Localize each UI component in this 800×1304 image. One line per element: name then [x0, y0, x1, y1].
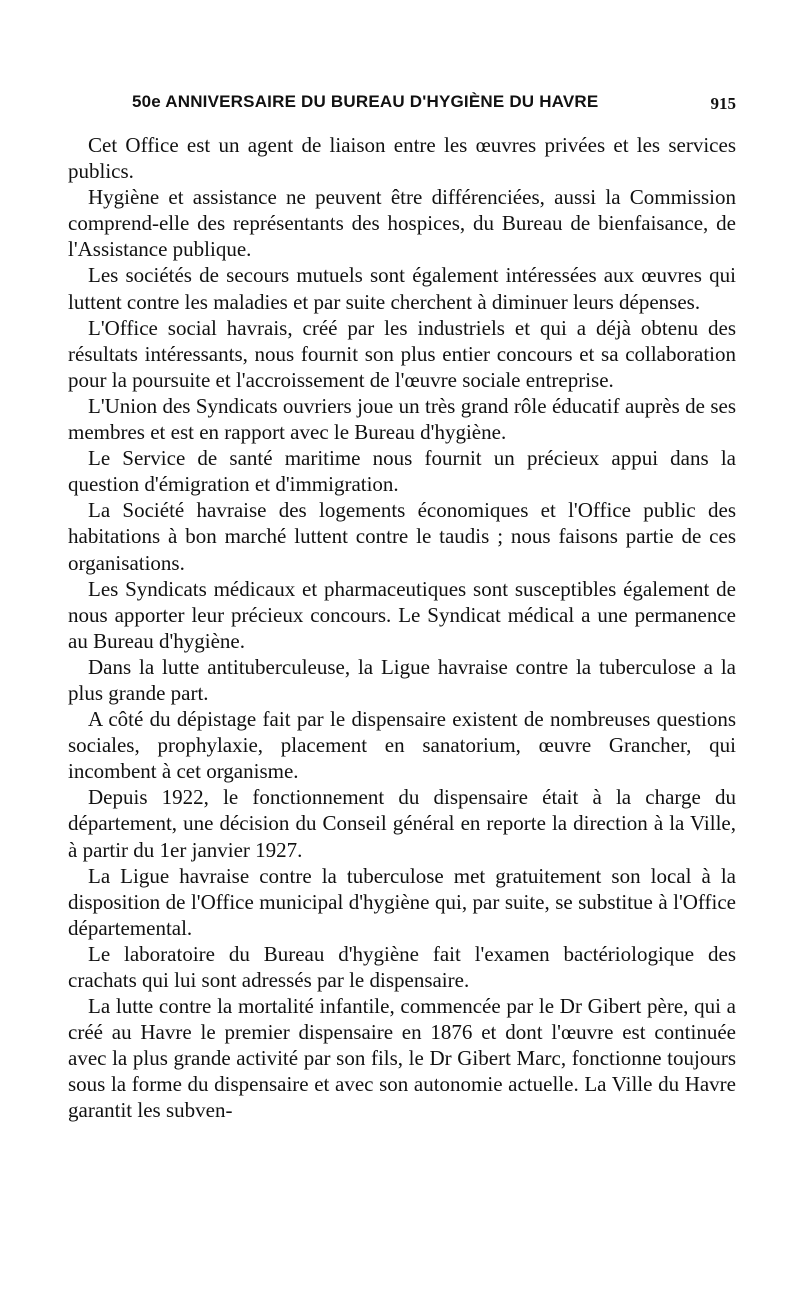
paragraph: Le Service de santé maritime nous fournit un précieux appui dans la question d'émigration et d'immigration. — [68, 446, 736, 497]
body-text — [68, 132, 736, 1124]
running-header — [68, 92, 738, 118]
paragraph: La Société havraise des logements économiques et l'Office public des habitations à bon marché luttent contre le taudis ; nous faisons partie de ces organisations. — [68, 498, 736, 575]
page-number: 915 — [710, 94, 736, 113]
paragraph: Le laboratoire du Bureau d'hygiène fait l'examen bactériologique des crachats qui lui sont adressés par le dispensaire. — [68, 941, 736, 992]
paragraph: Dans la lutte antituberculeuse, la Ligue havraise contre la tuberculose a la plus grande part. — [68, 654, 736, 705]
paragraph: L'Office social havrais, créé par les industriels et qui a déjà obtenu des résultats intéressants, nous fournit son plus entier concours et sa collaboration pour la poursuite et l'accroissement de l'œuvre sociale entreprise. — [68, 315, 736, 392]
paragraph: Hygiène et assistance ne peuvent être différenciées, aussi la Commission comprend-elle des représentants des hospices, du Bureau de bienfaisance, de l'Assistance publique. — [68, 185, 736, 262]
paragraph: Les sociétés de secours mutuels sont également intéressées aux œuvres qui luttent contre les maladies et par suite cherchent à diminuer leurs dépenses. — [68, 263, 736, 314]
paragraph: Les Syndicats médicaux et pharmaceutiques sont susceptibles également de nous apporter leur précieux concours. Le Syndicat médical a une permanence au Bureau d'hygiène. — [68, 576, 736, 653]
running-header-title: 50e ANNIVERSAIRE DU BUREAU D'HYGIÈNE DU HAVRE — [132, 92, 599, 111]
paragraph: A côté du dépistage fait par le dispensaire existent de nombreuses questions sociales, prophylaxie, placement en sanatorium, œuvre Grancher, qui incombent à cet organisme. — [68, 707, 736, 784]
paragraph: Depuis 1922, le fonctionnement du dispensaire était à la charge du département, une décision du Conseil général en reporte la direction à la Ville, à partir du 1er janvier 1927. — [68, 785, 736, 862]
paragraph: Cet Office est un agent de liaison entre les œuvres privées et les services publics. — [68, 133, 736, 184]
paragraph: La lutte contre la mortalité infantile, commencée par le Dr Gibert père, qui a créé au Havre le premier dispensaire en 1876 et dont l'œuvre est continuée avec la plus grande activité par son fils, le Dr Gibert Marc, fonctionne toujours sous la forme du dispensaire et avec son autonomie actuelle. La Ville du Havre garantit les subven- — [68, 994, 736, 1123]
paragraph: La Ligue havraise contre la tuberculose met gratuitement son local à la disposition de l'Office municipal d'hygiène qui, par suite, se substitue à l'Office départemental. — [68, 863, 736, 940]
paragraph: L'Union des Syndicats ouvriers joue un très grand rôle éducatif auprès de ses membres et est en rapport avec le Bureau d'hygiène. — [68, 393, 736, 445]
